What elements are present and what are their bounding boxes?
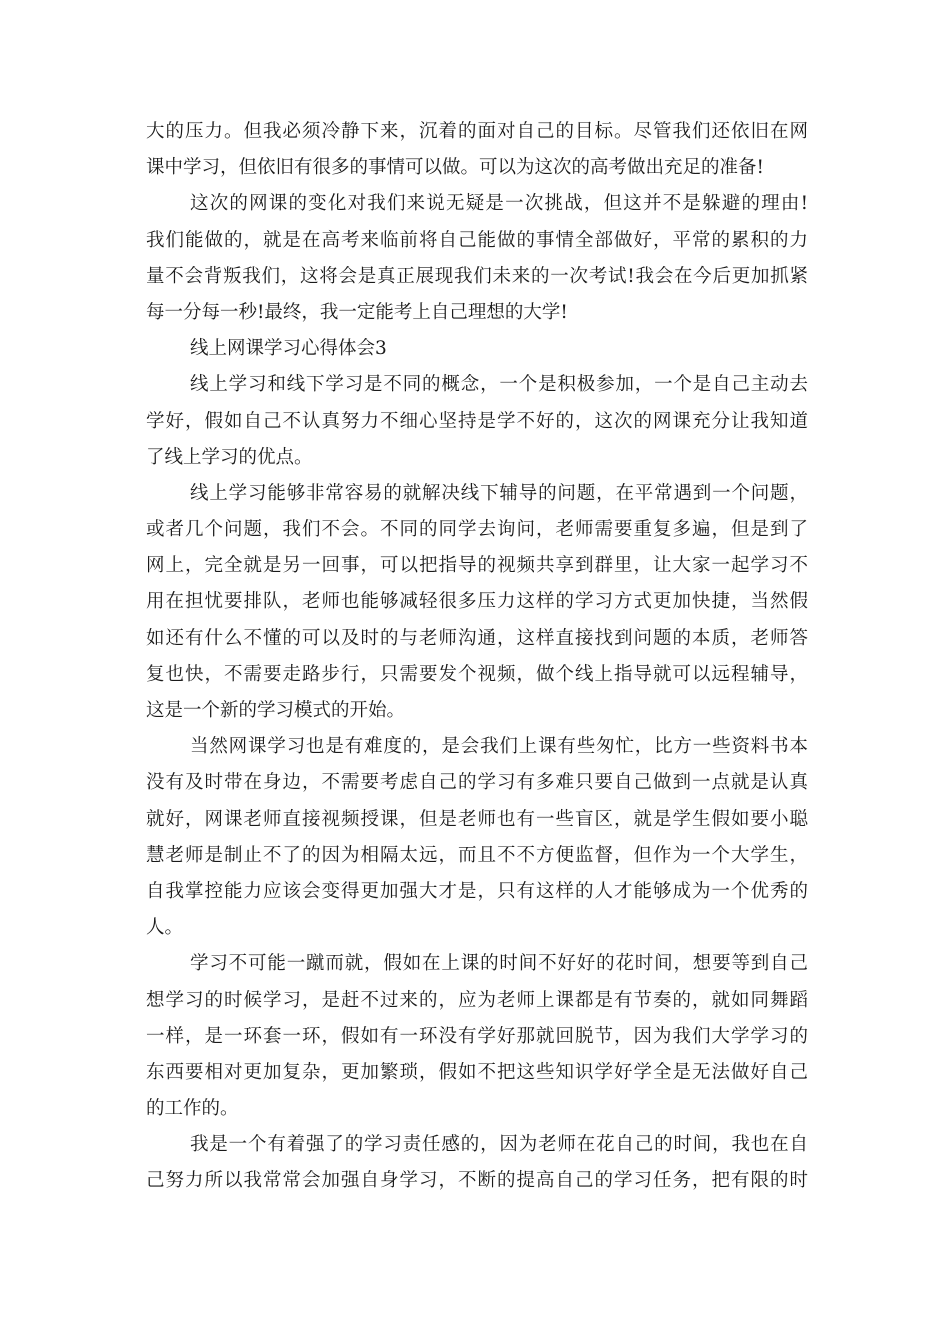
- text-line: 慧老师是制止不了的因为相隔太远，而且不不方便监督，但作为一个大学生，: [146, 844, 808, 866]
- text-line: 这是一个新的学习模式的开始。: [146, 700, 406, 721]
- text-line: 大的压力。但我必须冷静下来，沉着的面对自己的目标。尽管我们还依旧在网: [146, 121, 808, 142]
- text-line: 或者几个问题，我们不会。不同的同学去询问，老师需要重复多遍，但是到了: [146, 519, 808, 541]
- paragraph-start: 这次的网课的变化对我们来说无疑是一次挑战，但这并不是躲避的理由!: [190, 193, 808, 215]
- text-line: 己努力所以我常常会加强自身学习，不断的提高自己的学习任务，把有限的时: [146, 1170, 808, 1192]
- text-line: 就好，网课老师直接视频授课，但是老师也有一些盲区，就是学生假如要小聪: [146, 808, 808, 830]
- text-line: 复也快，不需要走路步行，只需要发个视频，做个线上指导就可以远程辅导，: [146, 663, 808, 685]
- text-line: 自我掌控能力应该会变得更加强大才是，只有这样的人才能够成为一个优秀的: [146, 880, 808, 902]
- paragraph-start: 学习不可能一蹴而就，假如在上课的时间不好好的花时间，想要等到自己: [190, 953, 808, 975]
- document-body: [146, 114, 808, 1200]
- text-line: 了线上学习的优点。: [146, 446, 313, 468]
- text-line: 用在担忧要排队，老师也能够减轻很多压力这样的学习方式更加快捷，当然假: [146, 591, 808, 613]
- paragraph-start: 线上学习能够非常容易的就解决线下辅导的问题，在平常遇到一个问题，: [190, 482, 808, 504]
- text-line: 东西要相对更加复杂，更加繁琐，假如不把这些知识学好学全是无法做好自己: [146, 1061, 808, 1083]
- paragraph-start: 当然网课学习也是有难度的，是会我们上课有些匆忙，比方一些资料书本: [190, 736, 808, 758]
- text-line: 学好，假如自己不认真努力不细心坚持是学不好的，这次的网课充分让我知道: [146, 410, 808, 432]
- text-line: 量不会背叛我们，这将会是真正展现我们未来的一次考试!我会在今后更加抓紧: [146, 265, 808, 287]
- text-line: 想学习的时候学习，是赶不过来的，应为老师上课都是有节奏的，就如同舞蹈: [146, 989, 808, 1011]
- paragraph-start: 线上学习和线下学习是不同的概念，一个是积极参加，一个是自己主动去: [190, 374, 808, 396]
- text-line: 每一分每一秒!最终，我一定能考上自己理想的大学!: [146, 301, 568, 323]
- text-line: 如还有什么不懂的可以及时的与老师沟通，这样直接找到问题的本质，老师答: [146, 627, 808, 649]
- paragraph-start: 我是一个有着强了的学习责任感的，因为老师在花自己的时间，我也在自: [190, 1134, 808, 1156]
- text-line: 的工作的。: [146, 1098, 239, 1120]
- text-line: 课中学习，但依旧有很多的事情可以做。可以为这次的高考做出充足的准备!: [146, 157, 764, 179]
- text-line: 没有及时带在身边，不需要考虑自己的学习有多难只要自己做到一点就是认真: [146, 772, 808, 794]
- text-line: 网上，完全就是另一回事，可以把指导的视频共享到群里，让大家一起学习不: [146, 555, 808, 577]
- text-line: 我们能做的，就是在高考来临前将自己能做的事情全部做好，平常的累积的力: [146, 229, 808, 251]
- text-line: 一样，是一环套一环，假如有一环没有学好那就回脱节，因为我们大学学习的: [146, 1025, 808, 1047]
- text-line: 人。: [146, 917, 184, 939]
- section-heading: 线上网课学习心得体会3: [190, 338, 387, 360]
